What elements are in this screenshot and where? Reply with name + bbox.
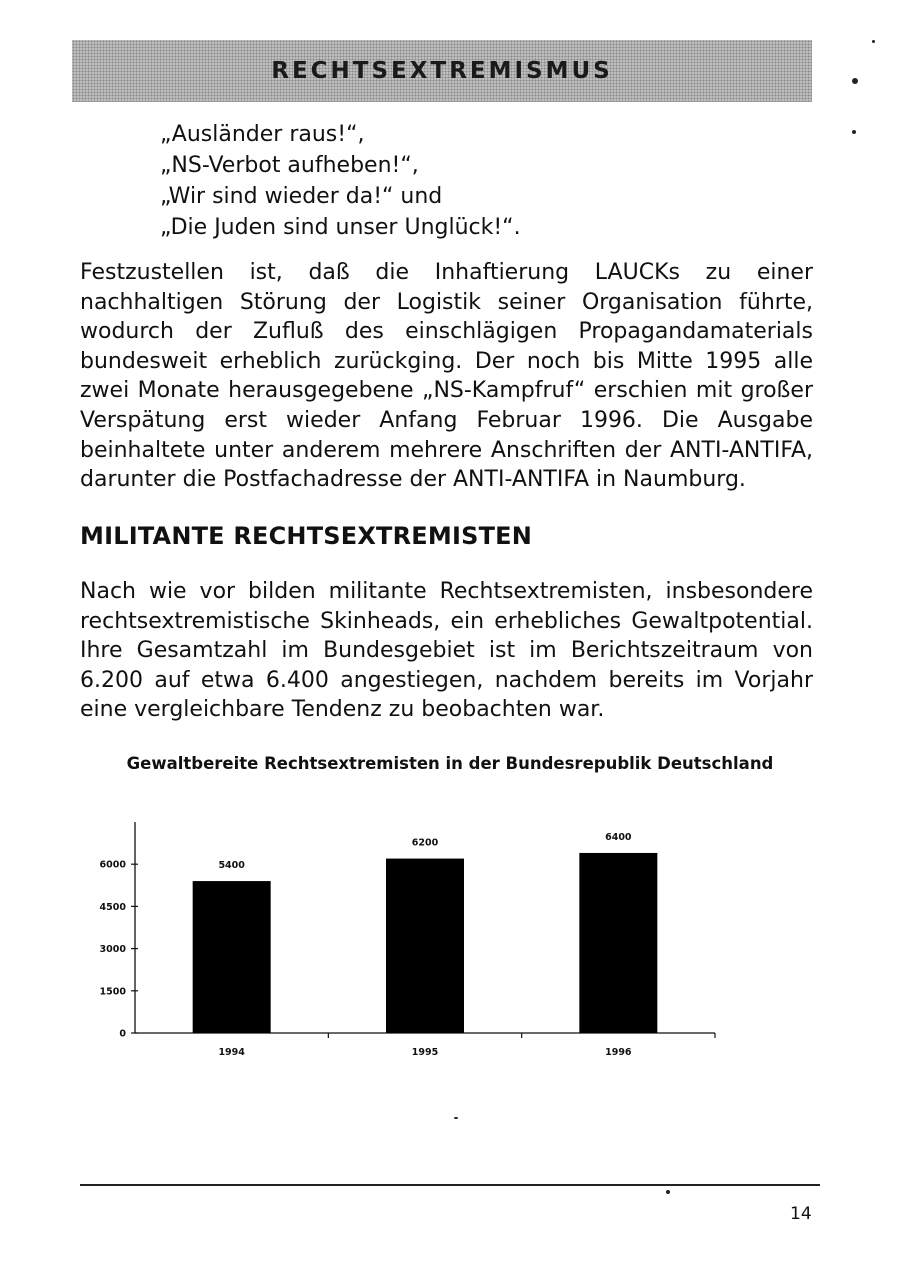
y-tick-label: 1500	[99, 986, 126, 998]
y-tick-label: 3000	[99, 944, 126, 956]
quote-line: „NS-Verbot aufheben!“,	[160, 153, 419, 178]
scan-speck	[872, 40, 875, 43]
quote-list	[160, 119, 521, 243]
header-band	[72, 40, 812, 102]
scan-speck	[852, 130, 856, 134]
body-paragraph-2: Nach wie vor bilden militante Rechtsextremisten, insbesondere rechtsextremistische Skinheads, ein erhebliches Gewaltpotential. Ihre Gesamtzahl im Bundesgebiet ist im Berichtszeitraum von 6.200 auf etwa 6.400 angestiegen, nachdem bereits im Vorjahr eine vergleichbare Tendenz zu beobachten war.	[80, 579, 813, 723]
chart-title: Gewaltbereite Rechtsextremisten in der Bundesrepublik Deutschland	[126, 754, 774, 773]
body-paragraph-1: Festzustellen ist, daß die Inhaftierung LAUCKs zu einer nachhaltigen Störung der Logistik seiner Organisation führte, wodurch der Zufluß des einschlägigen Propagandamaterials bundesweit erheblich zurückging. Der noch bis Mitte 1995 alle zwei Monate herausgegebene „NS-Kampfruf“ erschien mit großer Verspätung erst wieder Anfang Februar 1996. Die Ausgabe beinhaltete unter anderem mehrere Anschriften der ANTI-ANTIFA, darunter die Postfachadresse der ANTI-ANTIFA in Naumburg.	[80, 260, 813, 493]
page-number: 14	[790, 1204, 812, 1224]
quote-line: „Wir sind wieder da!“ und	[160, 184, 443, 209]
quote-line: „Ausländer raus!“,	[160, 122, 365, 147]
x-tick-label: 1994	[218, 1047, 245, 1058]
y-tick-label: 6000	[99, 859, 126, 871]
header-title: RECHTSEXTREMISMUS	[271, 58, 613, 84]
bar-chart	[0, 800, 900, 1080]
x-tick-label: 1995	[411, 1047, 439, 1058]
scan-speck	[666, 1190, 670, 1194]
quote-line: „Die Juden sind unser Unglück!“.	[160, 215, 521, 240]
section-heading: MILITANTE RECHTSEXTREMISTEN	[80, 522, 533, 550]
x-tick-label: 1996	[605, 1047, 632, 1058]
bar	[579, 853, 657, 1033]
bar-data-label: 5400	[218, 860, 245, 872]
scan-speck	[852, 78, 858, 84]
y-tick-label: 4500	[99, 901, 126, 913]
y-tick-label: 0	[119, 1028, 126, 1040]
scan-speck	[454, 1117, 458, 1119]
bar-data-label: 6200	[411, 837, 439, 849]
footer-divider	[80, 1184, 820, 1186]
bar	[386, 859, 464, 1033]
bar-data-label: 6400	[605, 831, 632, 843]
bar	[193, 881, 271, 1033]
